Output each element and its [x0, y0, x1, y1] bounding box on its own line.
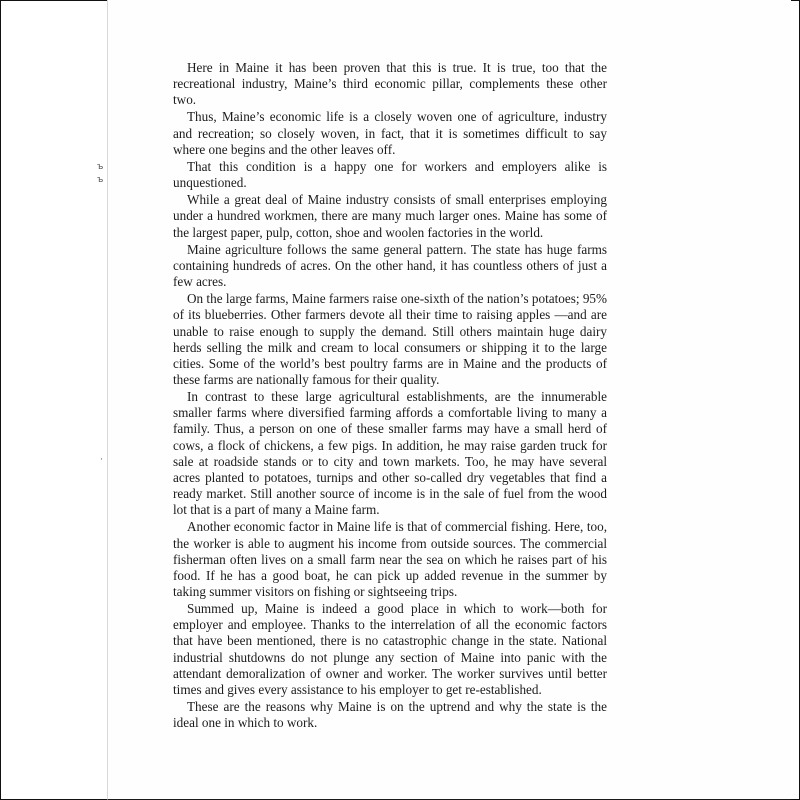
paragraph: On the large farms, Maine farmers raise one-sixth of the nation’s potatoes; 95% of its blueberries. Other farmers devote all their time to raising apples —and are unable to raise enough to supply the demand. Still others maintain huge dairy herds selling the milk and cream to local consumers or shipping it to the large cities. Some of the world’s best poultry farms are in Maine and the products of these farms are nationally famous for their quality.: [173, 291, 607, 387]
binding-mark: ъ: [97, 162, 104, 172]
paragraph: Another economic factor in Maine life is that of commercial fishing. Here, too, the worker is able to augment his income from outside sources. The commercial fisherman often lives on a small farm near the sea on which he raises part of his food. If he has a good boat, he can pick up added revenue in the summer by taking summer visitors on fishing or sightseeing trips.: [173, 519, 607, 599]
paragraph: Here in Maine it has been proven that this is true. It is true, too that the recreational industry, Maine’s third economic pillar, complements these other two.: [173, 60, 607, 108]
paragraph: These are the reasons why Maine is on the uptrend and why the state is the ideal one in which to work.: [173, 699, 607, 731]
paragraph: In contrast to these large agricultural establishments, are the innumerable smaller farms where diversified farming affords a comfortable living to many a family. Thus, a person on one of these smaller farms may have a small herd of cows, a flock of chickens, a few pigs. In addition, he may raise garden truck for sale at roadside stands or to city and town markets. Too, he may have several acres planted to potatoes, turnips and other so-called dry vegetables that find a ready market. Still another source of income is in the sale of fuel from the wood lot that is a part of many a Maine farm.: [173, 389, 607, 518]
body-text: [173, 60, 607, 732]
binding-mark: ъ: [97, 175, 104, 185]
paragraph: Maine agriculture follows the same general pattern. The state has huge farms containing hundreds of acres. On the other hand, it has countless others of just a few acres.: [173, 241, 607, 290]
paragraph: While a great deal of Maine industry consists of small enterprises employing under a hundred workmen, there are many much larger ones. Maine has some of the largest paper, pulp, cotton, shoe and woolen factories in the world.: [173, 192, 607, 240]
paragraph: That this condition is a happy one for workers and employers alike is unquestioned.: [173, 158, 607, 191]
binding-mark: ·: [100, 455, 103, 465]
paragraph: Summed up, Maine is indeed a good place in which to work—both for employer and employee. Thanks to the interrelation of all the economic factors that have been mentioned, there is no catastrophic change in the state. National industrial shutdowns do not plunge any section of Maine into panic with the attendant demoralization of owner and worker. The worker survives until better times and gives every assistance to his employer to get re-established.: [173, 601, 607, 697]
paragraph: Thus, Maine’s economic life is a closely woven one of agriculture, industry and recreation; so closely woven, in fact, that it is sometimes difficult to say where one begins and the other leaves off.: [173, 109, 607, 157]
